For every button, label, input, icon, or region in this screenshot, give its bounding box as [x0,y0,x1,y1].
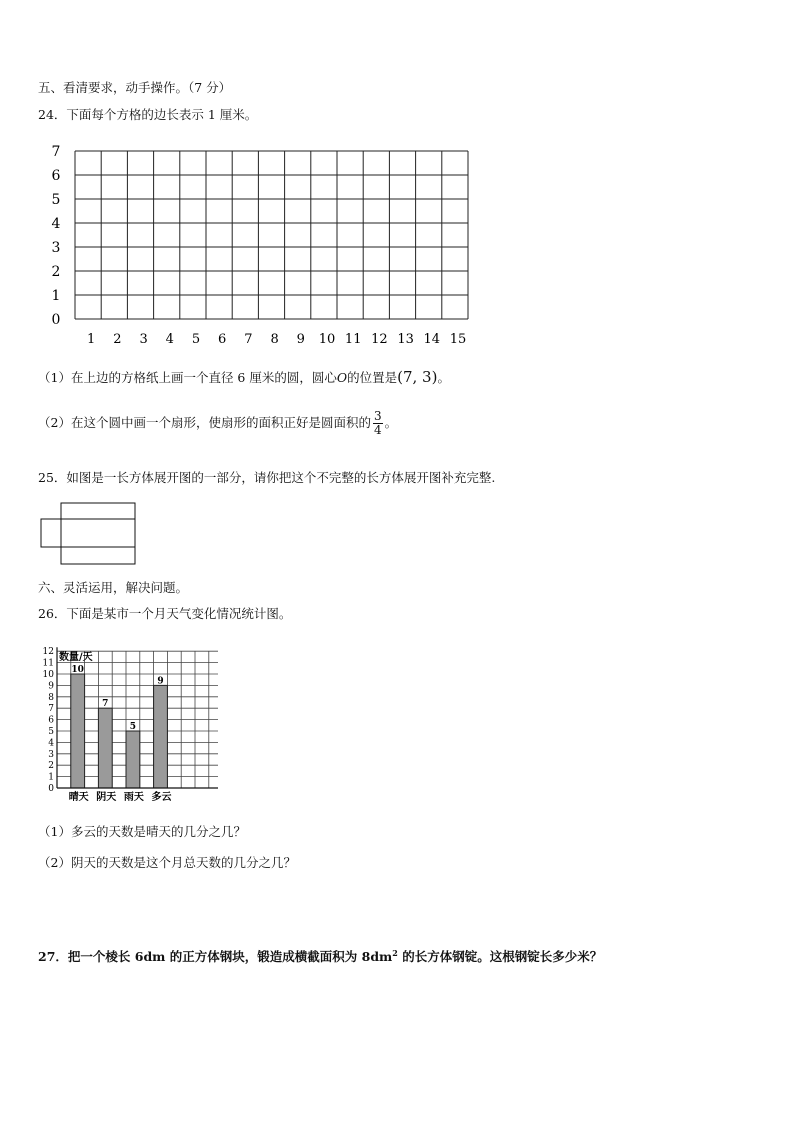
grid-y-label: 2 [51,264,61,280]
grid-x-label: 10 [318,332,336,345]
chart-y-tick-label: 3 [48,749,54,760]
question-24-stem: 24．下面每个方格的边长表示 1 厘米。 [38,107,258,122]
net-front-face [61,519,135,547]
coordinate-grid [40,140,490,345]
grid-x-label: 11 [344,332,362,345]
question-26-part1: （1）多云的天数是晴天的几分之几？ [38,824,246,839]
grid-y-labels [52,144,61,328]
grid-y-label: 1 [51,288,61,304]
q24-part1-prefix: （1）在上边的方格纸上画一个直径 6 厘米的圆，圆心 [38,370,337,385]
chart-bar-value-label: 7 [102,699,109,710]
chart-y-tick-label: 1 [48,772,54,783]
fraction-denominator: 4 [373,423,382,437]
chart-category-label: 多云 [151,792,172,803]
section-title-5: 五、看清要求，动手操作。（7 分） [38,80,232,95]
grid-x-label: 6 [218,332,227,345]
grid-lines [75,151,468,319]
chart-bar [71,674,85,788]
grid-x-label: 8 [270,332,279,345]
chart-y-tick-label: 7 [48,704,54,715]
question-26-part2: （2）阴天的天数是这个月总天数的几分之几？ [38,855,296,870]
weather-bar-chart [38,636,218,808]
grid-y-label: 6 [51,168,61,184]
center-symbol: O [336,370,348,385]
question-26-stem: 26．下面是某市一个月天气变化情况统计图。 [38,606,292,621]
q24-part2-suffix: 。 [384,415,398,430]
chart-y-axis-title: 数量/天 [59,652,93,664]
center-point: (7, 3) [397,368,438,386]
section-title-6: 六、灵活运用，解决问题。 [38,580,189,595]
grid-y-label: 7 [51,144,61,160]
question-27-stem [38,947,602,965]
q27-stem-suffix: 的长方体钢锭。这根钢锭长多少米？ [397,949,603,964]
question-24-part1 [38,368,450,386]
chart-y-tick-label: 4 [48,738,54,749]
grid-y-label: 3 [51,240,61,256]
grid-x-label: 7 [244,332,253,345]
chart-y-tick-label: 10 [42,670,54,680]
fraction-three-quarters [373,410,383,437]
chart-category-label: 雨天 [123,792,144,803]
chart-bar [154,685,168,788]
q24-part1-mid: 的位置是 [347,370,398,385]
grid-x-label: 3 [139,332,148,345]
chart-bar [126,731,140,788]
chart-bar [98,708,112,788]
grid-x-labels [87,332,466,345]
chart-y-tick-label: 6 [48,715,54,726]
chart-category-label: 阴天 [96,792,117,803]
grid-y-label: 0 [51,312,61,328]
grid-y-label: 5 [51,192,61,208]
grid-x-label: 5 [191,332,201,345]
grid-y-label: 4 [51,216,61,232]
grid-x-label: 1 [87,332,96,345]
chart-y-tick-label: 9 [48,681,54,692]
chart-bar-value-label: 5 [129,722,137,732]
grid-x-label: 14 [423,332,441,345]
chart-bar-value-label: 9 [157,676,164,687]
net-left-face [41,519,61,547]
grid-x-label: 13 [397,332,414,345]
q24-part1-suffix: 。 [437,370,450,385]
q24-part2-prefix: （2）在这个圆中画一个扇形，使扇形的面积正好是圆面积的 [38,415,371,430]
grid-x-label: 15 [449,332,467,345]
question-25-stem: 25．如图是一长方体展开图的一部分，请你把这个不完整的长方体展开图补充完整. [38,470,496,485]
cuboid-net-figure [38,500,148,570]
grid-x-label: 12 [371,332,388,345]
net-top-face [61,503,135,519]
chart-y-tick-label: 8 [48,692,54,703]
chart-y-tick-label: 12 [42,647,54,658]
chart-y-tick-label: 5 [48,727,54,737]
chart-category-label: 晴天 [68,792,89,803]
chart-y-tick-label: 11 [42,658,54,669]
chart-y-tick-label: 2 [48,761,54,772]
grid-x-label: 2 [113,332,122,345]
chart-bar-value-label: 10 [71,665,84,675]
grid-x-label: 9 [296,332,305,345]
net-bottom-face [61,547,135,564]
question-24-part2 [38,410,397,437]
fraction-numerator: 3 [373,409,382,423]
chart-y-tick-label: 0 [48,784,54,794]
q27-stem-prefix: 27．把一个棱长 6dm 的正方体钢块，锻造成横截面积为 8dm [38,949,393,964]
q27-superscript: 2 [392,947,398,958]
grid-x-label: 4 [165,332,174,345]
